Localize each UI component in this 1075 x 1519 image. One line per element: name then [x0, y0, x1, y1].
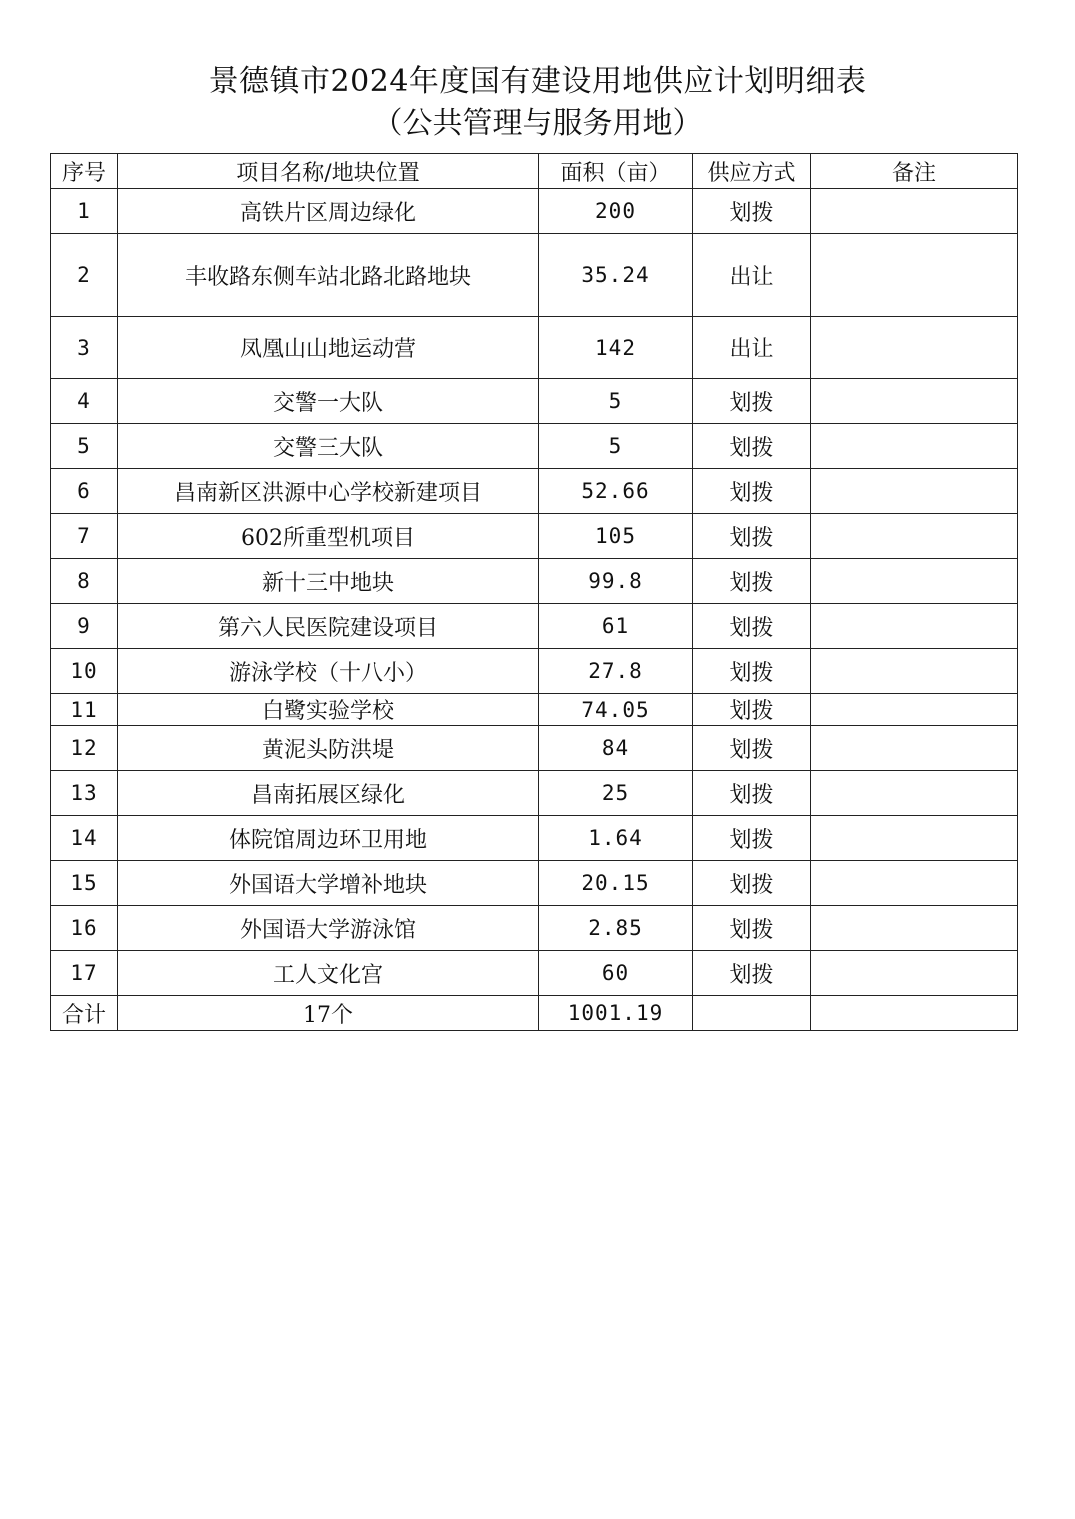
table-row: [51, 189, 1018, 234]
total-label: 合计: [51, 996, 118, 1031]
row-method: 划拨: [693, 861, 811, 906]
row-area: 142: [539, 317, 693, 379]
row-index: 12: [51, 726, 118, 771]
title-subtitle: （公共管理与服务用地）: [372, 106, 703, 141]
total-note: [811, 996, 1018, 1031]
row-note: [811, 906, 1018, 951]
table-row: [51, 317, 1018, 379]
document-title: [0, 62, 1075, 144]
row-method: 出让: [693, 317, 811, 379]
row-method: 划拨: [693, 649, 811, 694]
table-row: [51, 694, 1018, 726]
row-note: [811, 379, 1018, 424]
row-note: [811, 861, 1018, 906]
row-area: 20.15: [539, 861, 693, 906]
row-index: 8: [51, 559, 118, 604]
row-method: 出让: [693, 234, 811, 317]
table-row: [51, 861, 1018, 906]
table-row: [51, 649, 1018, 694]
table-row: [51, 424, 1018, 469]
row-index: 13: [51, 771, 118, 816]
row-area: 200: [539, 189, 693, 234]
row-area: 61: [539, 604, 693, 649]
title-main: 景德镇市2024年度国有建设用地供应计划明细表: [208, 64, 867, 99]
row-note: [811, 816, 1018, 861]
row-note: [811, 424, 1018, 469]
row-note: [811, 771, 1018, 816]
row-index: 9: [51, 604, 118, 649]
row-name: 黄泥头防洪堤: [118, 726, 539, 771]
row-note: [811, 694, 1018, 726]
row-area: 105: [539, 514, 693, 559]
row-area: 52.66: [539, 469, 693, 514]
table-row: [51, 726, 1018, 771]
row-name: 白鹭实验学校: [118, 694, 539, 726]
row-method: 划拨: [693, 726, 811, 771]
total-count: 17个: [118, 996, 539, 1031]
row-area: 84: [539, 726, 693, 771]
total-area: 1001.19: [539, 996, 693, 1031]
row-method: 划拨: [693, 424, 811, 469]
row-method: 划拨: [693, 379, 811, 424]
row-name: 外国语大学增补地块: [118, 861, 539, 906]
row-note: [811, 559, 1018, 604]
row-note: [811, 189, 1018, 234]
row-method: 划拨: [693, 514, 811, 559]
row-index: 14: [51, 816, 118, 861]
header-note: 备注: [811, 154, 1018, 189]
row-index: 4: [51, 379, 118, 424]
header-method: 供应方式: [693, 154, 811, 189]
row-note: [811, 234, 1018, 317]
row-method: 划拨: [693, 604, 811, 649]
row-method: 划拨: [693, 951, 811, 996]
row-method: 划拨: [693, 771, 811, 816]
row-area: 60: [539, 951, 693, 996]
row-name: 交警三大队: [118, 424, 539, 469]
row-area: 35.24: [539, 234, 693, 317]
row-name: 新十三中地块: [118, 559, 539, 604]
total-method: [693, 996, 811, 1031]
table-row: [51, 559, 1018, 604]
table-row: [51, 604, 1018, 649]
table-header-row: [51, 154, 1018, 189]
header-name: 项目名称/地块位置: [118, 154, 539, 189]
row-name: 体院馆周边环卫用地: [118, 816, 539, 861]
row-area: 5: [539, 379, 693, 424]
table-row: [51, 514, 1018, 559]
table-row: [51, 469, 1018, 514]
row-name: 凤凰山山地运动营: [118, 317, 539, 379]
row-index: 6: [51, 469, 118, 514]
land-supply-table: [50, 153, 1018, 1031]
row-name: 游泳学校（十八小）: [118, 649, 539, 694]
row-area: 99.8: [539, 559, 693, 604]
row-index: 11: [51, 694, 118, 726]
row-index: 1: [51, 189, 118, 234]
row-index: 2: [51, 234, 118, 317]
row-name: 602所重型机项目: [118, 514, 539, 559]
table-total-row: [51, 996, 1018, 1031]
row-area: 5: [539, 424, 693, 469]
table-row: [51, 951, 1018, 996]
row-name: 交警一大队: [118, 379, 539, 424]
header-area: 面积（亩）: [539, 154, 693, 189]
row-area: 1.64: [539, 816, 693, 861]
table-row: [51, 234, 1018, 317]
row-method: 划拨: [693, 906, 811, 951]
header-index: 序号: [51, 154, 118, 189]
row-area: 74.05: [539, 694, 693, 726]
row-name: 高铁片区周边绿化: [118, 189, 539, 234]
table-row: [51, 906, 1018, 951]
row-index: 10: [51, 649, 118, 694]
row-index: 7: [51, 514, 118, 559]
row-note: [811, 726, 1018, 771]
row-method: 划拨: [693, 559, 811, 604]
row-name: 丰收路东侧车站北路北路地块: [118, 234, 539, 317]
table-row: [51, 379, 1018, 424]
row-area: 25: [539, 771, 693, 816]
table-row: [51, 816, 1018, 861]
row-method: 划拨: [693, 816, 811, 861]
row-name: 昌南新区洪源中心学校新建项目: [118, 469, 539, 514]
row-area: 2.85: [539, 906, 693, 951]
row-note: [811, 951, 1018, 996]
row-name: 外国语大学游泳馆: [118, 906, 539, 951]
row-method: 划拨: [693, 469, 811, 514]
row-note: [811, 514, 1018, 559]
row-note: [811, 317, 1018, 379]
row-index: 16: [51, 906, 118, 951]
row-index: 15: [51, 861, 118, 906]
row-name: 昌南拓展区绿化: [118, 771, 539, 816]
table-row: [51, 771, 1018, 816]
row-note: [811, 649, 1018, 694]
row-index: 3: [51, 317, 118, 379]
row-name: 工人文化宫: [118, 951, 539, 996]
row-note: [811, 604, 1018, 649]
row-index: 17: [51, 951, 118, 996]
row-index: 5: [51, 424, 118, 469]
row-area: 27.8: [539, 649, 693, 694]
row-note: [811, 469, 1018, 514]
row-name: 第六人民医院建设项目: [118, 604, 539, 649]
row-method: 划拨: [693, 189, 811, 234]
row-method: 划拨: [693, 694, 811, 726]
